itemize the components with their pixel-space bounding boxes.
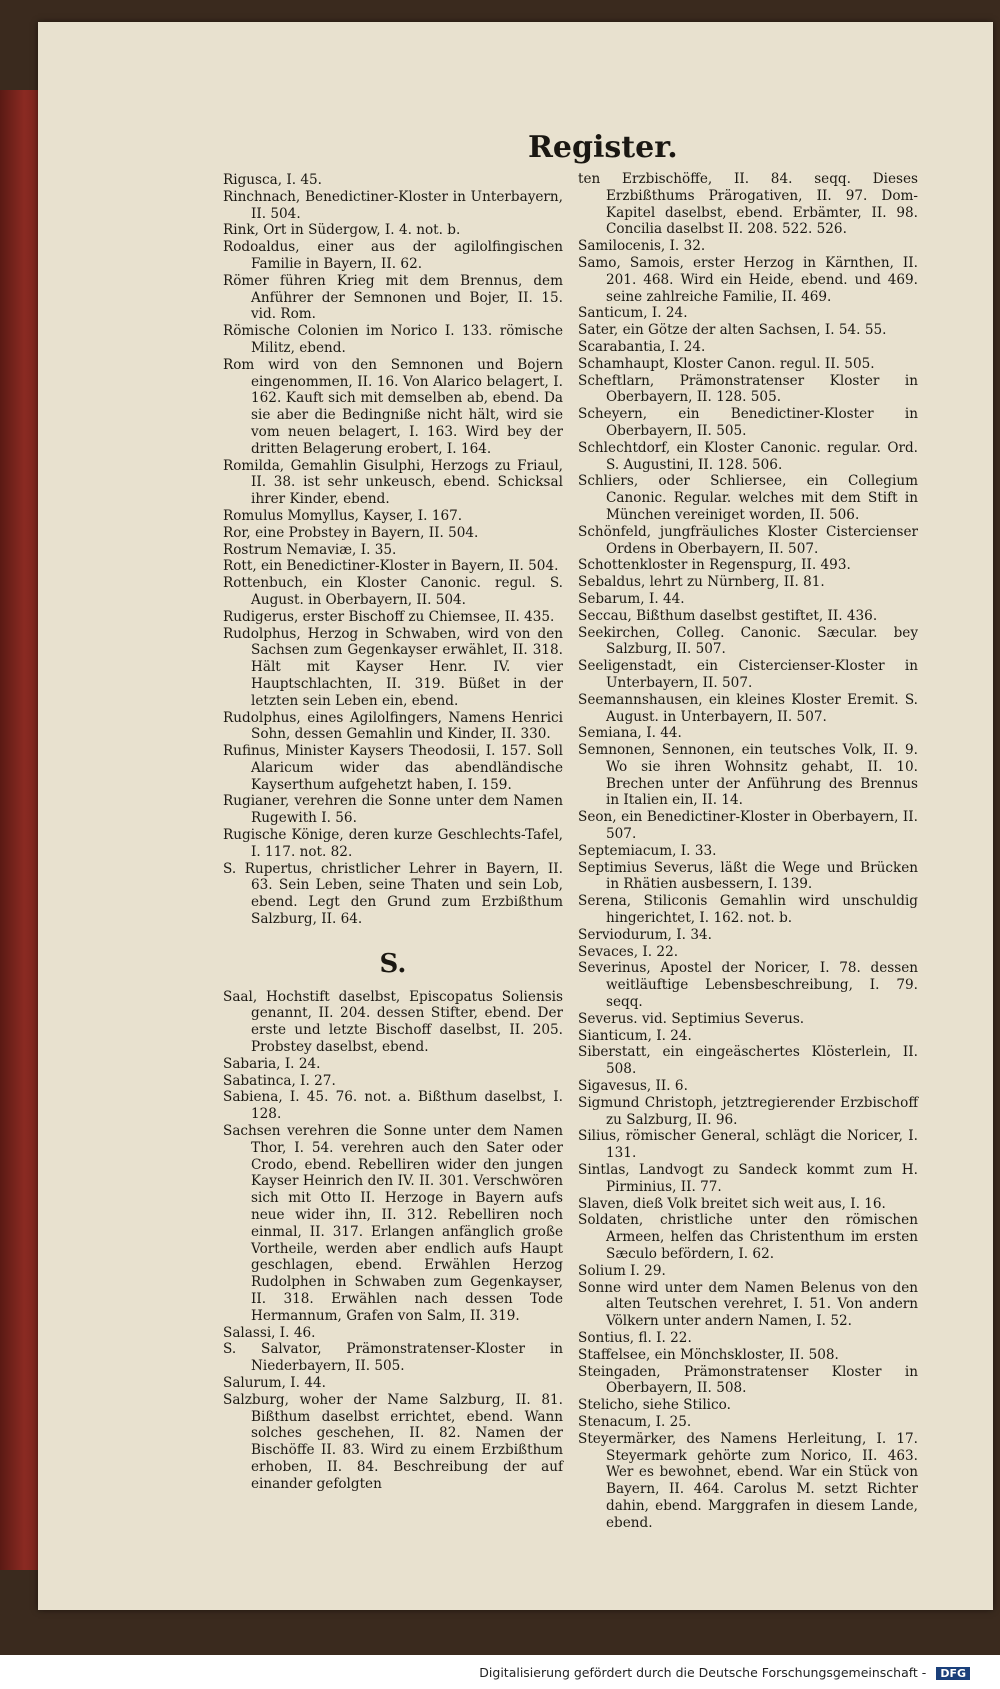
index-entry: Siberstatt, ein eingeäschertes Klösterlein, II. 508. [578, 1044, 918, 1078]
index-entry: Sevaces, I. 22. [578, 943, 679, 960]
dfg-logo: DFG [936, 1667, 970, 1680]
index-entry: Salurum, I. 44. [223, 1374, 326, 1391]
index-entry: Salzburg, woher der Name Salzburg, II. 81. Bißthum daselbst errichtet, ebend. Wann solches geschehen, II. 82. Namen der Bischöffe II. 83. Wird zu einem Erzbißthum erhoben, II. 84. Beschreibung der auf einander gefolgten [223, 1391, 563, 1492]
index-entry: Severinus, Apostel der Noricer, I. 78. dessen weitläuftige Lebensbeschreibung, I. 79. seqq. [578, 960, 918, 1011]
index-entry: Samo, Samois, erster Herzog in Kärnthen, II. 201. 468. Wird ein Heide, ebend. und 469. seine zahlreiche Familie, II. 469. [578, 254, 918, 305]
index-entry: Septemiacum, I. 33. [578, 842, 717, 859]
index-entry: Rudolphus, Herzog in Schwaben, wird von den Sachsen zum Gegenkayser erwählet, II. 318. Hält mit Kayser Henr. IV. vier Hauptschlachten, II. 319. Büßet in der letzten sein Leben ein, ebend. [223, 625, 563, 709]
index-entry: Sater, ein Götze der alten Sachsen, I. 54. 55. [578, 322, 887, 339]
page-title: Register. [528, 130, 678, 165]
section-letter: S. [379, 948, 407, 979]
index-entry: Sonne wird unter dem Namen Belenus von den alten Teutschen verehret, I. 51. Von andern Völkern unter andern Namen, I. 52. [578, 1279, 918, 1330]
index-entry: Rom wird von den Semnonen und Bojern eingenommen, II. 16. Von Alarico belagert, I. 162. Kauft sich mit demselben ab, ebend. Da sie aber die Bedingniße nicht hält, wird sie vom neuen belagert, I. 163. Wird bey der dritten Belagerung erobert, I. 164. [223, 356, 563, 457]
index-entry: Silius, römischer General, schlägt die Noricer, I. 131. [578, 1128, 918, 1162]
index-entry: Schamhaupt, Kloster Canon. regul. II. 505. [578, 355, 875, 372]
index-entry: Rink, Ort in Südergow, I. 4. not. b. [223, 222, 461, 239]
index-entry: Severus. vid. Septimius Severus. [578, 1010, 805, 1027]
index-entry: Rott, ein Benedictiner-Kloster in Bayern, II. 504. [223, 558, 559, 575]
index-entry: S. Rupertus, christlicher Lehrer in Bayern, II. 63. Sein Leben, seine Thaten und sein Lob, ebend. Legt den Grund zum Erzbißthum Salzburg, II. 64. [223, 860, 563, 928]
index-entry: Stenacum, I. 25. [578, 1413, 692, 1430]
footer-credit [479, 1665, 970, 1680]
index-entry: Seeligenstadt, ein Cistercienser-Kloster in Unterbayern, II. 507. [578, 658, 918, 691]
index-entry: Rigusca, I. 45. [223, 172, 323, 188]
index-entry: Sabatinca, I. 27. [223, 1072, 336, 1089]
index-entry: Sigmund Christoph, jetztregierender Erzbischoff zu Salzburg, II. 96. [578, 1094, 918, 1128]
index-entry: Römer führen Krieg mit dem Brennus, dem Anführer der Semnonen und Bojer, II. 15. vid. Rom. [223, 272, 563, 323]
entries-s-group [223, 989, 563, 1493]
index-entry: Sintlas, Landvogt zu Sandeck kommt zum H. Pirminius, II. 77. [578, 1162, 918, 1195]
index-entry: Sebaldus, lehrt zu Nürnberg, II. 81. [578, 574, 825, 591]
index-entry: Schlechtdorf, ein Kloster Canonic. regular. Ord. S. Augustini, II. 128. 506. [578, 439, 918, 473]
index-entry: Sabaria, I. 24. [223, 1055, 321, 1072]
index-entry: ten Erzbischöffe, II. 84. seqq. Dieses Erzbißthums Prärogativen, II. 97. Dom-Kapitel daselbst, ebend. Erbämter, II. 98. Concilia daselbst II. 208. 522. 526. [578, 171, 918, 238]
index-entry: Semnonen, Sennonen, ein teutsches Volk, II. 9. Wo sie ihren Wohnsitz gehabt, II. 10. Brechen unter der Anführung des Brennus in Italien ein, II. 14. [578, 742, 918, 809]
index-entry: Ror, eine Probstey in Bayern, II. 504. [223, 524, 479, 541]
index-entry: Staffelsee, ein Mönchskloster, II. 508. [578, 1346, 839, 1363]
index-entry: Saal, Hochstift daselbst, Episcopatus Soliensis genannt, II. 204. dessen Stifter, ebend. Der erste und letzte Bischoff daselbst, II. 205. Probstey daselbst, ebend. [223, 988, 563, 1056]
index-entry: Romulus Momyllus, Kayser, I. 167. [223, 507, 463, 524]
entries-r-group [223, 172, 563, 928]
index-entry: Sebarum, I. 44. [578, 590, 685, 607]
index-entry: Soldaten, christliche unter den römischen Armeen, helfen das Christenthum im ersten Sæculo befördern, I. 62. [578, 1212, 918, 1262]
index-entry: Schönfeld, jungfräuliches Kloster Cistercienser Ordens in Oberbayern, II. 507. [578, 523, 918, 557]
index-entry: Schottenkloster in Regenspurg, II. 493. [578, 557, 851, 574]
index-entry: Sianticum, I. 24. [578, 1027, 692, 1044]
index-entry: Rugianer, verehren die Sonne unter dem Namen Rugewith I. 56. [223, 793, 563, 827]
index-entry: Rudolphus, eines Agilolfingers, Namens Henrici Sohn, dessen Gemahlin und Kinder, II. 330. [223, 709, 563, 743]
index-entry: Rodoaldus, einer aus der agilolfingischen Familie in Bayern, II. 62. [223, 239, 563, 272]
index-entry: Serena, Stiliconis Gemahlin wird unschuldig hingerichtet, I. 162. not. b. [578, 893, 918, 927]
index-entry: Septimius Severus, läßt die Wege und Brücken in Rhätien ausbessern, I. 139. [578, 859, 918, 893]
right-column [578, 171, 918, 1532]
index-entry: Seekirchen, Colleg. Canonic. Sæcular. bey Salzburg, II. 507. [578, 624, 918, 658]
index-entry: Rudigerus, erster Bischoff zu Chiemsee, II. 435. [223, 608, 555, 625]
index-entry: Steingaden, Prämonstratenser Kloster in Oberbayern, II. 508. [578, 1363, 918, 1397]
index-entry: Sabiena, I. 45. 76. not. a. Bißthum daselbst, I. 128. [223, 1089, 563, 1123]
index-entry: Romilda, Gemahlin Gisulphi, Herzogs zu Friaul, II. 38. ist sehr unkeusch, ebend. Schicksal ihrer Kinder, ebend. [223, 457, 563, 508]
index-entry: S. Salvator, Prämonstratenser-Kloster in Niederbayern, II. 505. [223, 1341, 563, 1375]
index-entry: Seccau, Bißthum daselbst gestiftet, II. 436. [578, 607, 878, 624]
footer-text: Digitalisierung gefördert durch die Deutsche Forschungsgemeinschaft - [479, 1665, 927, 1680]
index-entry: Sigavesus, II. 6. [578, 1078, 688, 1095]
index-entry: Rostrum Nemaviæ, I. 35. [223, 541, 397, 558]
index-entry: Salassi, I. 46. [223, 1324, 316, 1341]
index-entry: Stelicho, siehe Stilico. [578, 1397, 731, 1414]
index-entry: Rugische Könige, deren kurze Geschlechts-Tafel, I. 117. not. 82. [223, 827, 563, 860]
left-column [223, 172, 563, 1493]
footer-bar [0, 1655, 1000, 1689]
index-entry: Steyermärker, des Namens Herleitung, I. 17. Steyermark gehörte zum Norico, II. 463. Wer es bewohnet, ebend. War ein Stück von Bayern, II. 464. Carolus M. setzt Richter dahin, ebend. Marggrafen in diesem Lande, ebend. [578, 1430, 918, 1531]
index-entry: Rottenbuch, ein Kloster Canonic. regul. S. August. in Oberbayern, II. 504. [223, 575, 563, 608]
index-entry: Scheftlarn, Prämonstratenser Kloster in Oberbayern, II. 128. 505. [578, 372, 918, 406]
index-entry: Römische Colonien im Norico I. 133. römische Militz, ebend. [223, 323, 563, 356]
index-entry: Scarabantia, I. 24. [578, 338, 706, 355]
index-entry: Seemannshausen, ein kleines Kloster Eremit. S. August. in Unterbayern, II. 507. [578, 691, 918, 725]
index-entry: Semiana, I. 44. [578, 725, 682, 742]
index-entry: Schliers, oder Schliersee, ein Collegium Canonic. Regular. welches mit dem Stift in München vereiniget worden, II. 506. [578, 473, 918, 523]
index-entry: Seon, ein Benedictiner-Kloster in Oberbayern, II. 507. [578, 809, 918, 843]
index-entry: Rufinus, Minister Kaysers Theodosii, I. 157. Soll Alaricum wider das abendländische Kayserthum aufgehetzt haben, I. 159. [223, 743, 563, 793]
index-entry: Slaven, dieß Volk breitet sich weit aus, I. 16. [578, 1195, 886, 1212]
index-entry: Samilocenis, I. 32. [578, 238, 706, 255]
index-entry: Sontius, fl. I. 22. [578, 1329, 692, 1346]
index-entry: Solium I. 29. [578, 1262, 666, 1279]
index-entry: Rinchnach, Benedictiner-Kloster in Unterbayern, II. 504. [223, 188, 563, 222]
index-entry: Sachsen verehren die Sonne unter dem Namen Thor, I. 54. verehren auch den Sater oder Crodo, ebend. Rebelliren wider den jungen Kayser Heinrich den IV. II. 301. Verschwören sich mit Otto II. Herzoge in Bayern aufs neue wider ihn, II. 312. Rebelliren noch einmal, II. 317. Erlangen anfänglich große Vortheile, werden aber endlich aufs Haupt geschlagen, ebend. Erwählen Herzog Rudolphen in Schwaben zum Gegenkayser, II. 318. Erwählen nach dessen Tode Hermannum, Grafen von Salm, II. 319. [223, 1123, 563, 1324]
index-entry: Serviodurum, I. 34. [578, 926, 712, 943]
index-entry: Scheyern, ein Benedictiner-Kloster in Oberbayern, II. 505. [578, 406, 918, 439]
index-entry: Santicum, I. 24. [578, 305, 688, 322]
